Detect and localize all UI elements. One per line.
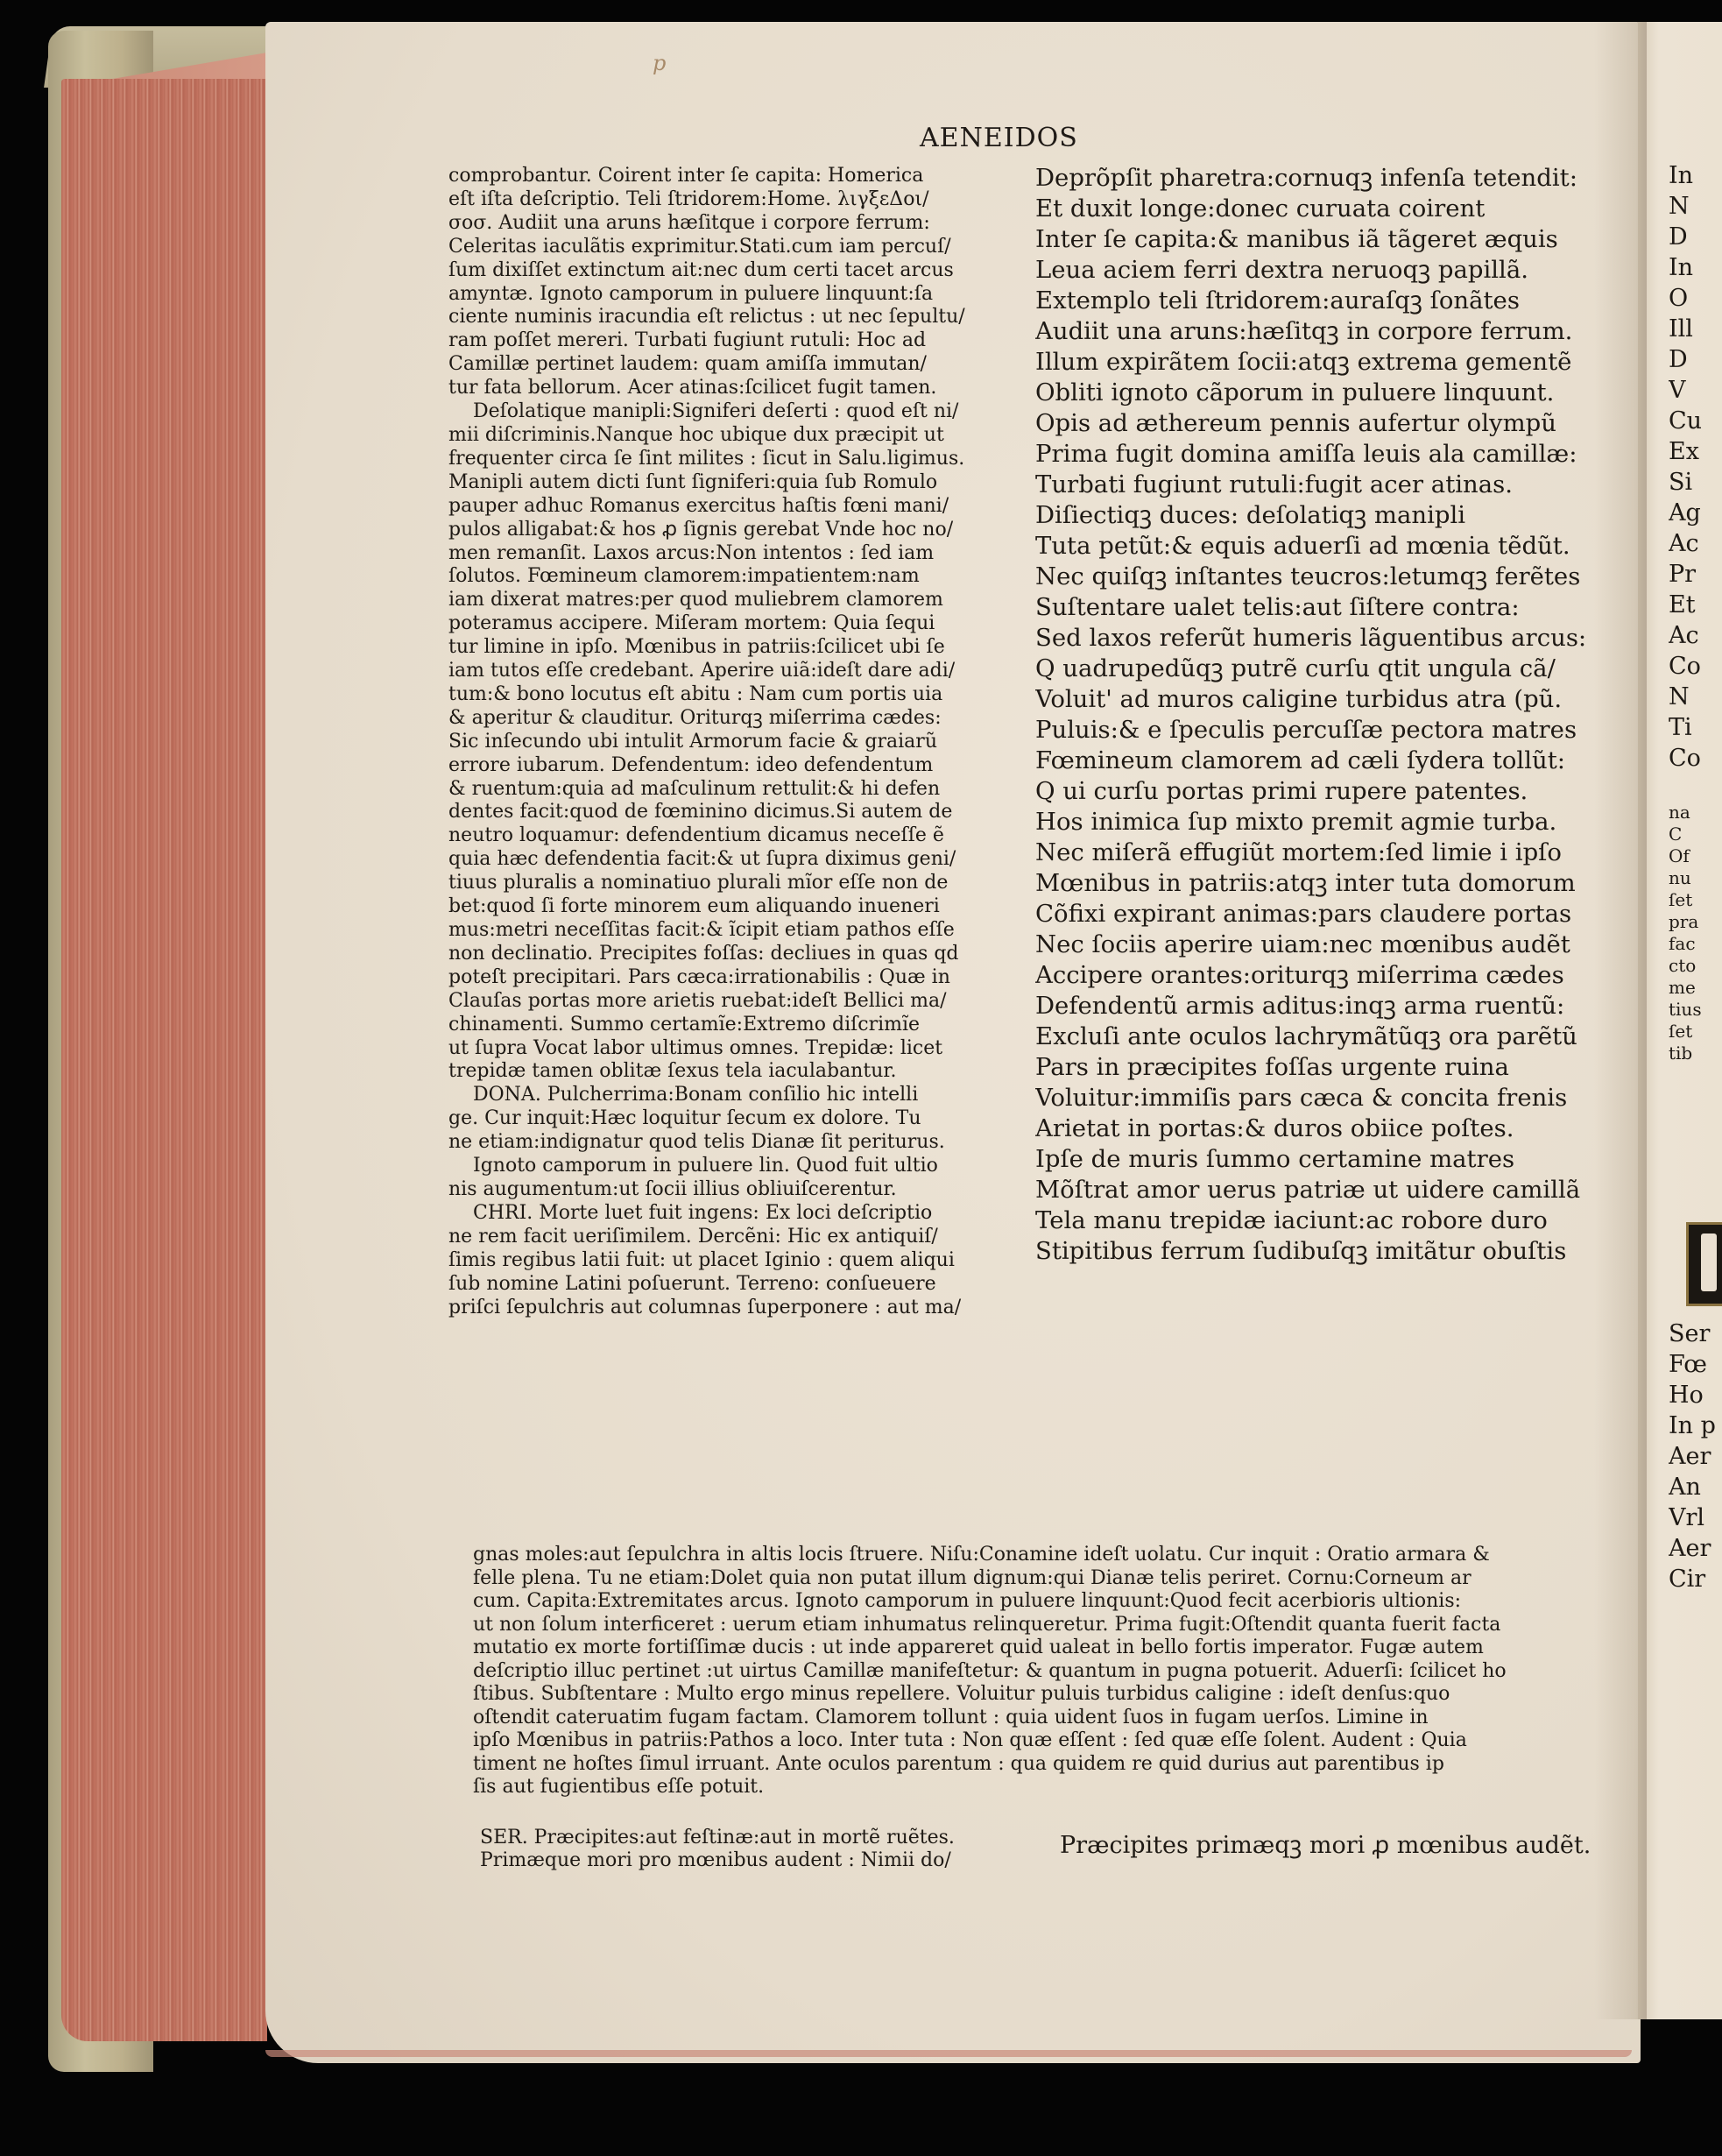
text-line: In bbox=[1669, 254, 1694, 281]
commentary-column-left bbox=[448, 165, 1027, 1319]
text-line: ram poſſet mereri. Turbati fugiunt rutuli: Hoc ad bbox=[448, 329, 927, 352]
text-line: tius bbox=[1669, 999, 1702, 1020]
text-line: Of bbox=[1669, 845, 1690, 866]
text-line: Defendentũ armis aditus:inqꝫ arma ruentũ: bbox=[1035, 992, 1565, 1020]
text-line: fac bbox=[1669, 933, 1696, 954]
text-line: ne rem facit ueriſimilem. Dercẽni: Hic ex antiquiſ/ bbox=[448, 1225, 938, 1248]
text-line: felle plena. Tu ne etiam:Dolet quia non putat illum dignum:qui Dianæ telis periret. Cornu:Corneum ar bbox=[473, 1566, 1471, 1589]
text-line: Opis ad æthereum pennis aufertur olympũ bbox=[1035, 409, 1556, 437]
text-line: Deprõpſit pharetra:cornuqꝫ infenſa tetendit: bbox=[1035, 164, 1577, 192]
text-line: cum. Capita:Extremitates arcus. Ignoto camporum in puluere linquunt:Quod fecit acerbioris ultionis: bbox=[473, 1590, 1462, 1612]
text-line: Cir bbox=[1669, 1566, 1706, 1593]
text-line: poteſt precipitari. Pars cæca:irrationabilis : Quæ in bbox=[448, 965, 950, 988]
facing-commentary-fragments bbox=[1669, 802, 1722, 1064]
decorated-initial bbox=[1686, 1222, 1722, 1306]
commentary-tail-left bbox=[480, 1827, 1041, 1872]
text-line: Pr bbox=[1669, 561, 1697, 588]
text-line: ſum dixiſſet extinctum ait:nec dum certi tacet arcus bbox=[448, 258, 954, 281]
facing-verse-initials bbox=[1669, 160, 1722, 774]
text-line: poteramus accipere. Miſeram mortem: Quia ſequi bbox=[448, 612, 935, 635]
text-line: Audiit una aruns:hæſitqꝫ in corpore ferrum. bbox=[1035, 317, 1573, 345]
text-line: non declinatio. Precipites foſſas: decliues in quas qd bbox=[448, 942, 959, 965]
text-line: Diſiectiqꝫ duces: deſolatiqꝫ manipli bbox=[1035, 501, 1466, 529]
text-line: mutatio ex morte fortiſſimæ ducis : ut inde appareret quid ualeat in bello fortis imperator. Fugæ autem bbox=[473, 1636, 1484, 1658]
text-line: eſt iſta deſcriptio. Teli ſtridorem:Home. λιγξεΔοι/ bbox=[448, 187, 929, 210]
text-line: Accipere orantes:oriturqꝫ miſerrima cædes bbox=[1035, 961, 1564, 989]
text-line: Aer bbox=[1669, 1443, 1711, 1470]
text-line: ſet bbox=[1669, 1021, 1693, 1042]
text-line: In p bbox=[1669, 1412, 1716, 1439]
text-line: Aer bbox=[1669, 1535, 1711, 1562]
text-line: Fœmineum clamorem ad cæli ſydera tollũt: bbox=[1035, 746, 1566, 774]
running-head: AENEIDOS bbox=[920, 123, 1078, 153]
text-line: Ignoto camporum in puluere lin. Quod fuit ultio bbox=[473, 1155, 938, 1177]
text-line: tiuus pluralis a nominatiuo plurali mĩor eſſe non de bbox=[448, 872, 949, 894]
text-line: Manipli autem dicti ſunt ſigniferi:quia ſub Romulo bbox=[448, 470, 938, 493]
text-line: deſcriptio illuc pertinet :ut uirtus Camillæ manifeſtetur: & quantum in pugna potuerit. Aduerſi: ſcilicet ho bbox=[473, 1659, 1507, 1682]
text-line: ipſo Mœnibus in patriis:Pathos a loco. Inter tuta : Non quæ eſſent : ſed quæ eſſe ſolent. Audent : Quia bbox=[473, 1729, 1467, 1751]
text-line: Ti bbox=[1669, 714, 1692, 741]
text-line: dentes facit:quod de fœminino dicimus.Si autem de bbox=[448, 801, 953, 824]
text-line: σοσ. Audiit una aruns hæſitque i corpore ferrum: bbox=[448, 211, 930, 234]
text-line: N bbox=[1669, 683, 1690, 710]
text-line: Ex bbox=[1669, 438, 1699, 465]
text-line: nis augumentum:ut ſocii illius obliuiſcerentur. bbox=[448, 1177, 897, 1200]
text-line: Mœnibus in patriis:atqꝫ inter tuta domorum bbox=[1035, 869, 1576, 897]
text-line: ſimis regibus latii fuit: ut placet Iginio : quem aliqui bbox=[448, 1248, 955, 1271]
text-line: N bbox=[1669, 193, 1690, 220]
text-line: & ruentum:quia ad maſculinum rettulit:& hi defen bbox=[448, 777, 941, 800]
text-line: Et bbox=[1669, 591, 1696, 619]
text-line: ſis aut fugientibus eſſe potuit. bbox=[473, 1776, 765, 1798]
text-line: mii diſcriminis.Nanque hoc ubique dux præcipit ut bbox=[448, 423, 944, 446]
text-line: Ill bbox=[1669, 315, 1693, 343]
text-line: pra bbox=[1669, 911, 1699, 932]
text-line: chinamenti. Summo certamĩe:Extremo diſcrimĩe bbox=[448, 1013, 921, 1036]
text-line: cto bbox=[1669, 955, 1697, 976]
text-line: Prima fugit domina amiſſa leuis ala camillæ: bbox=[1035, 440, 1577, 468]
text-line: D bbox=[1669, 223, 1688, 251]
text-line: pauper adhuc Romanus exercitus haſtis fœni mani/ bbox=[448, 494, 949, 517]
text-line: Co bbox=[1669, 653, 1701, 680]
text-line: Fœ bbox=[1669, 1351, 1707, 1378]
text-line: Deſolatique manipli:Signiferi deſerti : quod eſt ni/ bbox=[473, 400, 959, 423]
text-line: Stipitibus ferrum ſudibuſqꝫ imitãtur obuſtis bbox=[1035, 1237, 1567, 1265]
text-line: timent ne hoſtes ſimul irruant. Ante oculos parentum : qua quidem re quid durius aut parentibus ip bbox=[473, 1752, 1444, 1775]
text-line: comprobantur. Coirent inter ſe capita: Homerica bbox=[448, 165, 924, 187]
text-line: iam dixerat matres:per quod muliebrem clamorem bbox=[448, 589, 943, 611]
commentary-full-width bbox=[473, 1544, 1590, 1799]
page-bottom-edge bbox=[265, 2050, 1632, 2057]
text-line: bet:quod ſi forte minorem eum aliquando inueneri bbox=[448, 895, 940, 918]
text-line: Cu bbox=[1669, 407, 1703, 435]
text-line: Arietat in portas:& duros obiice poſtes. bbox=[1035, 1114, 1514, 1142]
text-line: Ac bbox=[1669, 530, 1699, 557]
text-line: oſtendit cateruatim fugam factam. Clamorem tollunt : quia uident ſuos in fugam uerſos. Limine in bbox=[473, 1706, 1429, 1728]
text-line: An bbox=[1669, 1474, 1701, 1501]
text-line: tur fata bellorum. Acer atinas:ſcilicet fugit tamen. bbox=[448, 377, 937, 399]
text-line: Ipſe de muris ſummo certamine matres bbox=[1035, 1145, 1515, 1173]
text-line: Ac bbox=[1669, 622, 1699, 649]
text-line: Hos inimica ſup mixto premit agmie turba. bbox=[1035, 808, 1557, 836]
text-line: iam tutos eſſe credebant. Aperire uiã:ideſt dare adi/ bbox=[448, 660, 956, 682]
text-line: ſet bbox=[1669, 889, 1693, 910]
text-line: Inter ſe capita:& manibus iã tãgeret æquis bbox=[1035, 225, 1558, 253]
text-line: Nec quiſqꝫ inſtantes teucros:letumqꝫ ferẽtes bbox=[1035, 562, 1581, 590]
text-line: Camillæ pertinet laudem: quam amiſſa immutan/ bbox=[448, 353, 927, 376]
text-line: Ser bbox=[1669, 1320, 1711, 1347]
facing-verse-after-initial bbox=[1669, 1318, 1722, 1594]
text-line: errore iubarum. Defendentum: ideo defendentum bbox=[448, 753, 934, 776]
verse-column bbox=[1035, 163, 1596, 1267]
text-line: In bbox=[1669, 162, 1694, 189]
text-line: Pars in præcipites foſſas urgente ruina bbox=[1035, 1053, 1509, 1081]
text-line: C bbox=[1669, 824, 1683, 845]
text-line: Puluis:& e ſpeculis percuſſæ pectora matres bbox=[1035, 716, 1577, 744]
text-line: quia hæc defendentia facit:& ut ſupra diximus geni/ bbox=[448, 848, 956, 871]
text-line: Primæque mori pro mœnibus audent : Nimii do/ bbox=[480, 1849, 951, 1871]
text-line: Obliti ignoto cãporum in puluere linquunt. bbox=[1035, 378, 1555, 406]
pencil-mark: p bbox=[653, 51, 667, 75]
red-stained-fore-edge bbox=[61, 79, 267, 2041]
text-line: Suſtentare ualet telis:aut ſiſtere contra: bbox=[1035, 593, 1520, 621]
text-line: Turbati fugiunt rutuli:fugit acer atinas. bbox=[1035, 470, 1514, 498]
text-line: Sic inſecundo ubi intulit Armorum facie & graiarũ bbox=[448, 730, 937, 753]
text-line: SER. Præcipites:aut feſtinæ:aut in mortẽ ruẽtes. bbox=[480, 1827, 955, 1849]
text-line: Nec miſerã effugiũt mortem:ſed limie i ipſo bbox=[1035, 838, 1562, 866]
text-line: Extemplo teli ſtridorem:auraſqꝫ ſonãtes bbox=[1035, 286, 1520, 315]
text-line: tur limine in ipſo. Mœnibus in patriis:ſcilicet ubi ſe bbox=[448, 636, 945, 659]
text-line: Et duxit longe:donec curuata coirent bbox=[1035, 194, 1486, 223]
text-line: tum:& bono locutus eſt abitu : Nam cum portis uia bbox=[448, 682, 943, 705]
text-line: Ag bbox=[1669, 499, 1701, 527]
text-line: CHRI. Morte luet fuit ingens: Ex loci deſcriptio bbox=[473, 1201, 933, 1224]
verse-line: Præcipites primæqꝫ mori ꝓ mœnibus audẽt. bbox=[1060, 1832, 1591, 1859]
text-line: me bbox=[1669, 977, 1696, 998]
text-line: Tuta petũt:& equis aduerſi ad mœnia tẽdũt. bbox=[1035, 532, 1570, 560]
text-line: ſolutos. Fœmineum clamorem:impatientem:nam bbox=[448, 565, 920, 588]
text-line: Excluſi ante oculos lachrymãtũqꝫ ora parẽtũ bbox=[1035, 1022, 1577, 1050]
text-line: gnas moles:aut ſepulchra in altis locis ſtruere. Niſu:Conamine ideſt uolatu. Cur inquit : Oratio armara & bbox=[473, 1544, 1490, 1566]
text-line: Cõfixi expirant animas:pars claudere portas bbox=[1035, 900, 1572, 928]
text-line: Leua aciem ferri dextra neruoqꝫ papillã. bbox=[1035, 256, 1528, 284]
text-line: ſtibus. Subſtentare : Multo ergo minus repellere. Voluitur puluis turbidus caligine : ideſt denſus:quo bbox=[473, 1683, 1450, 1705]
text-line: men remanſit. Laxos arcus:Non intentos : ſed iam bbox=[448, 541, 935, 564]
text-line: ut ſupra Vocat labor ultimus omnes. Trepidæ: licet bbox=[448, 1036, 943, 1059]
text-line: trepidæ tamen oblitæ ſexus tela iaculabantur. bbox=[448, 1060, 897, 1083]
text-line: Illum expirãtem ſocii:atqꝫ extrema gementẽ bbox=[1035, 348, 1572, 376]
text-line: Voluit' ad muros caligine turbidus atra (pũ. bbox=[1035, 685, 1563, 713]
text-line: Tela manu trepidæ iaciunt:ac robore duro bbox=[1035, 1206, 1548, 1234]
text-line: ciente numinis iracundia eſt relictus : ut nec ſepultu/ bbox=[448, 306, 965, 329]
text-line: Q ui curſu portas primi rupere patentes. bbox=[1035, 777, 1528, 805]
text-line: Co bbox=[1669, 745, 1701, 772]
text-line: Clauſas portas more arietis ruebat:ideſt Bellici ma/ bbox=[448, 989, 947, 1012]
text-line: O bbox=[1669, 285, 1689, 312]
text-line: Vrl bbox=[1669, 1504, 1705, 1531]
gutter-shadow bbox=[1594, 22, 1647, 2019]
text-line: amyntæ. Ignoto camporum in puluere linquunt:ſa bbox=[448, 282, 934, 305]
text-line: pulos alligabat:& hos ꝓ ſignis gerebat Vnde hoc no/ bbox=[448, 518, 954, 541]
text-line: mus:metri neceſſitas facit:& ĩcipit etiam pathos eſſe bbox=[448, 919, 955, 941]
text-line: ge. Cur inquit:Hæc loquitur ſecum ex dolore. Tu bbox=[448, 1107, 921, 1130]
text-line: V bbox=[1669, 377, 1686, 404]
text-line: ut non ſolum interficeret : uerum etiam inhumatus relinqueretur. Prima fugit:Oſtendit quanta fuerit facta bbox=[473, 1613, 1501, 1636]
text-line: Voluitur:immiſis pars cæca & concita frenis bbox=[1035, 1084, 1568, 1112]
text-line: D bbox=[1669, 346, 1688, 373]
text-line: & aperitur & clauditur. Oriturqꝫ miſerrima cædes: bbox=[448, 706, 942, 729]
text-line: tib bbox=[1669, 1043, 1693, 1064]
text-line: na bbox=[1669, 802, 1690, 823]
verse-tail-line bbox=[1060, 1831, 1603, 1861]
text-line: Ho bbox=[1669, 1382, 1704, 1409]
text-line: Mõſtrat amor uerus patriæ ut uidere camillã bbox=[1035, 1176, 1581, 1204]
text-line: DONA. Pulcherrima:Bonam conſilio hic intelli bbox=[473, 1084, 919, 1106]
text-line: Q uadrupedũqꝫ putrẽ curſu qtit ungula cã/ bbox=[1035, 654, 1556, 682]
text-line: Nec ſociis aperire uiam:nec mœnibus audẽt bbox=[1035, 930, 1570, 958]
text-line: nu bbox=[1669, 867, 1691, 888]
text-line: ſub nomine Latini poſuerunt. Terreno: conſueuere bbox=[448, 1272, 936, 1295]
text-line: Si bbox=[1669, 469, 1693, 496]
text-line: priſci ſepulchris aut columnas ſuperponere : aut ma/ bbox=[448, 1296, 962, 1318]
text-line: frequenter circa ſe ſint milites : ſicut in Salu.ligimus. bbox=[448, 447, 965, 470]
text-line: neutro loquamur: defendentium dicamus neceſſe ẽ bbox=[448, 824, 944, 847]
text-line: Celeritas iaculãtis exprimitur.Stati.cum iam percuſ/ bbox=[448, 235, 951, 258]
text-line: ne etiam:indignatur quod telis Dianæ ſit periturus. bbox=[448, 1131, 945, 1154]
text-line: Sed laxos referũt humeris lãguentibus arcus: bbox=[1035, 624, 1587, 652]
